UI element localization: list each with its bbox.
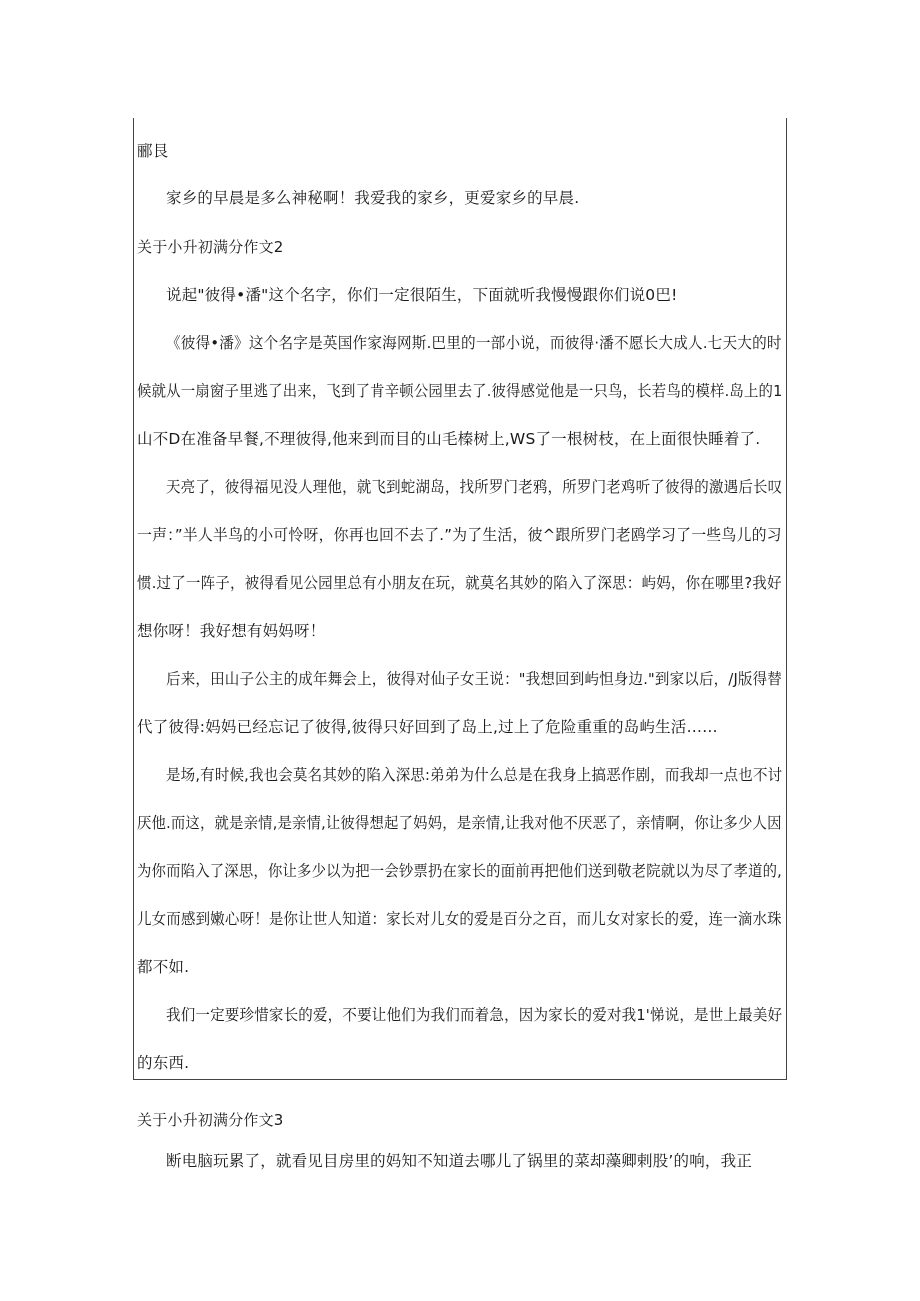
essay2-paragraph-6-line-2: 的东西. [137,1054,190,1072]
essay2-paragraph-3-line-1: 天亮了，彼得福见没人理他，就飞到蛇湖岛，找所罗门老鸦，所罗门老鸡听了彼得的激遇后长叹 [166,478,783,496]
essay2-heading: 关于小升初满分作文2 [137,238,284,256]
essay3-paragraph-1: 断电脑玩累了，就看见目房里的妈知不知道去哪儿了锅里的菜却藻卿剌股’的响，我正 [166,1152,753,1170]
essay2-paragraph-4-line-2: 代了彼得:妈妈已经忘记了彼得,彼得只好回到了岛上,过上了危险重重的岛屿生活…… [137,718,718,736]
essay2-paragraph-5-line-2: 厌他.而这，就是亲情,是亲情,让彼得想起了妈妈，是亲情,让我对他不厌恶了，亲情啊，你让多少人因 [137,814,782,832]
essay2-paragraph-5-line-3: 为你而陷入了深思，你让多少以为把一会钞票扔在家长的面前再把他们送到敬老院就以为尽了孝道的, [137,862,782,880]
essay2-paragraph-5-line-4: 儿女而感到嫩心呀！是你让世人知道：家长对儿女的爱是百分之百，而儿女对家长的爱，连一滴水珠 [137,910,782,928]
essay2-paragraph-3-line-4: 想你呀！我好想有妈妈呀！ [137,622,326,640]
essay2-paragraph-5-line-1: 是场,有时候,我也会莫名其妙的陷入深思:弟弟为什么总是在我身上搞恶作剧，而我却一点也不讨 [166,766,783,784]
essay2-paragraph-5-line-5: 都不如. [137,958,190,976]
bordered-essay-box [133,118,787,1080]
essay1-closing-paragraph: 家乡的早晨是多么神秘啊！我爱我的家乡，更爱家乡的早晨. [166,189,580,207]
essay2-paragraph-4-line-1: 后来，田山子公主的成年舞会上，彼得对仙子女王说："我想回到屿怛身边."到家以后，/J版得替 [166,670,783,688]
essay3-heading: 关于小升初满分作文3 [137,1111,284,1129]
essay2-paragraph-3-line-3: 惯.过了一阵子，被得看见公园里总有小朋友在玩，就莫名其妙的陷入了深思：屿妈，你在哪里?我好 [137,574,782,592]
essay2-paragraph-3-line-2: 一声：”半人半鸟的小可怜呀，你再也回不去了.”为了生活，彼^跟所罗门老鸥学习了一些鸟儿的习 [137,526,782,544]
essay2-paragraph-2-line-3: 山不D在准备早餐,不理彼得,他来到而目的山毛榛树上,WS了一根树枝，在上面很快睡着了. [137,430,761,448]
essay2-paragraph-2-line-1: 《彼得•潘》这个名字是英国作家海网斯.巴里的一部小说，而彼得·潘不愿长大成人.七天大的时 [166,334,782,352]
essay1-author-fragment: 郦艮 [137,142,169,160]
essay2-paragraph-2-line-2: 候就从一扇窗子里逃了出来，飞到了肯辛顿公园里去了.彼得感觉他是一只鸟，长若鸟的模样.岛上的1 [137,382,783,400]
essay2-paragraph-1: 说起"彼得•潘"这个名字，你们一定很陌生，下面就听我慢慢跟你们说0巴! [166,286,678,304]
essay2-paragraph-6-line-1: 我们一定要珍惜家长的爱，不要让他们为我们而着急，因为家长的爱对我1'悌说，是世上最美好 [166,1006,783,1024]
